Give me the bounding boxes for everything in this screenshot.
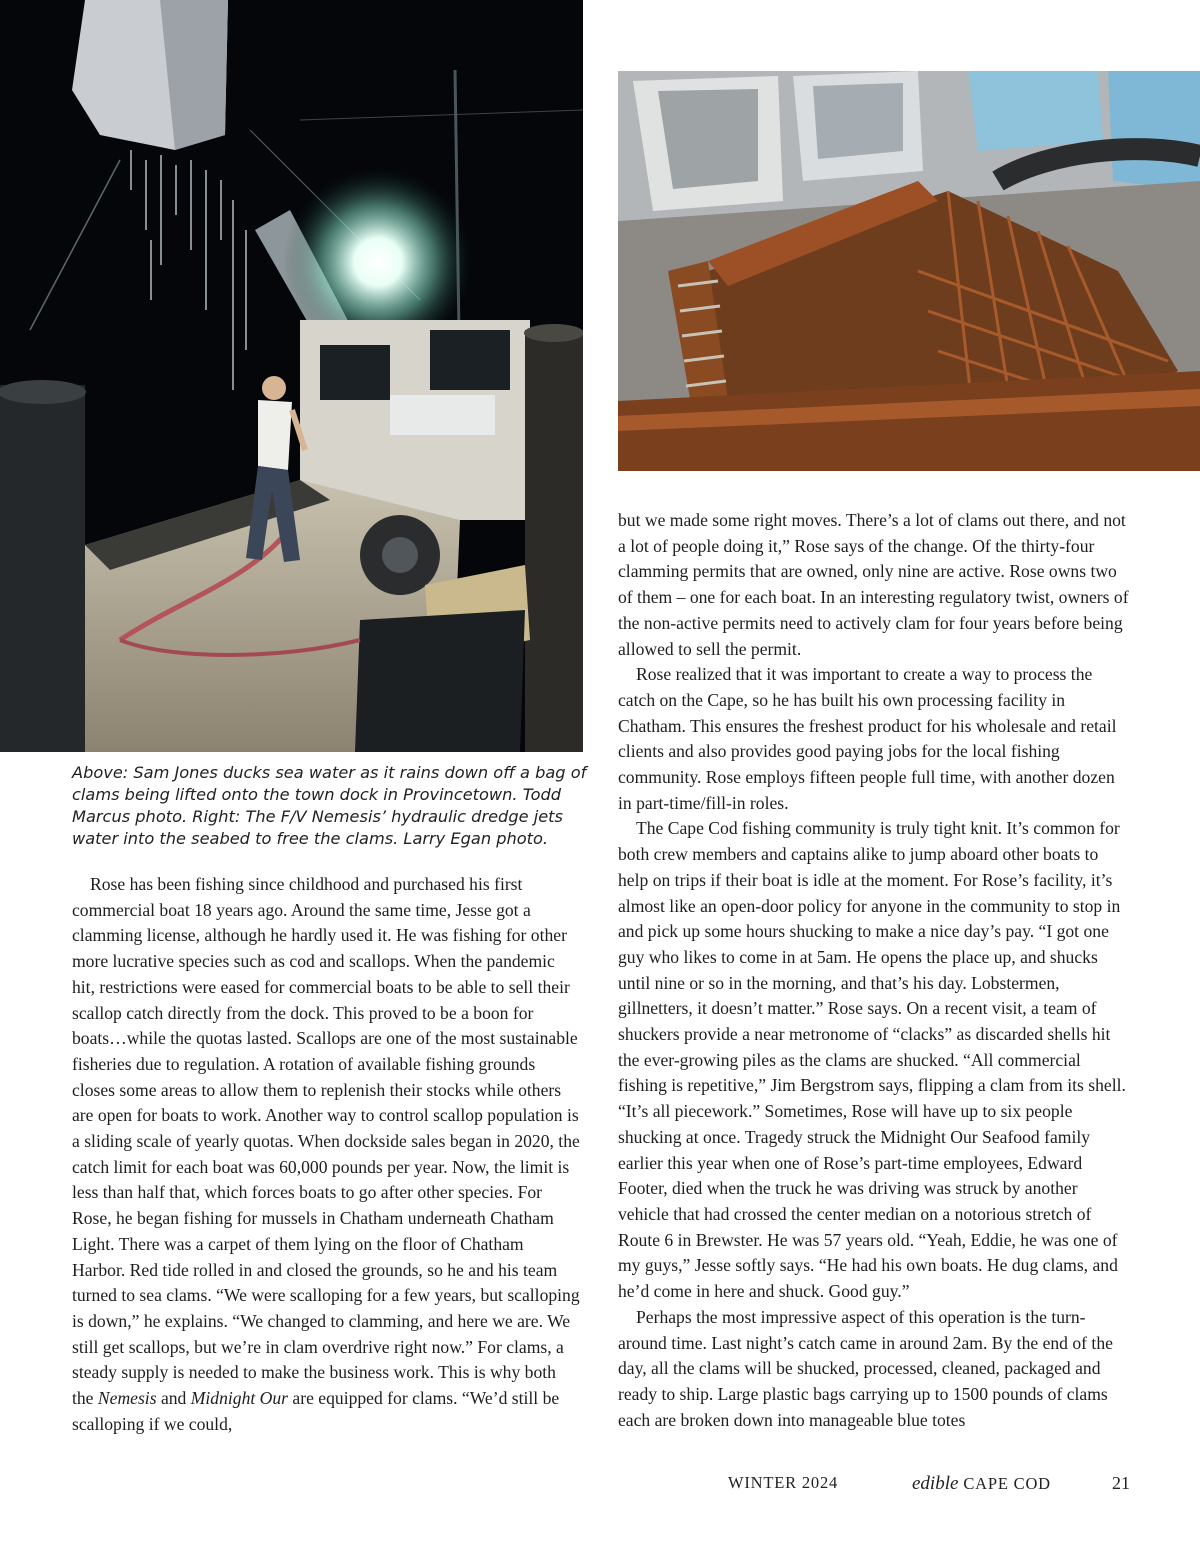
paragraph bbox=[72, 872, 580, 1437]
text-run: and bbox=[156, 1388, 191, 1409]
page-number: 21 bbox=[1112, 1473, 1130, 1493]
paragraph: The Cape Cod fishing community is truly tight knit. It’s common for both crew members and captains alike to jump aboard other boats to help on trips if their boat is idle at the moment. For Rose’s facility, it’s almost like an open-door policy for anyone in the community to stop in and pick up some hours shucking to make a nice day’s pay. “I got one guy who likes to come in at 5am. He opens the place up, and shucks until nine or so in the morning, and that’s his day. Lobstermen, gillnetters, it doesn’t matter.” Rose says. On a recent visit, a team of shuckers provide a near metronome of “clacks” as discarded shells hit the ever-growing piles as the clams are shucked. “All commercial fishing is repetitive,” Jim Bergstrom says, flipping a clam from its shell. “It’s all piecework.” Sometimes, Rose will have up to six people shucking at once. Tragedy struck the Midnight Our Seafood family earlier this year when one of Rose’s part-time employees, Edward Footer, died when the truck he was driving was struck by another vehicle that had crossed the center median on a notorious stretch of Route 6 in Brewster. He was 57 years old. “Yeah, Eddie, he was one of my guys,” Jesse softly says. “He had his own boats. He dug clams, and he’d come in here and shuck. Good guy.” bbox=[618, 818, 1126, 1302]
boat-name: Nemesis bbox=[97, 1388, 157, 1409]
paragraph: Rose realized that it was important to create a way to process the catch on the Cape, so he has built his own processing facility in Chatham. This ensures the freshest product for his wholesale and retail clients and also provides good paying jobs for the local fishing community. Rose employs fifteen people full time, with another dozen in part-time/fill-in roles. bbox=[618, 664, 1117, 813]
magazine-name-rest: CAPE COD bbox=[958, 1474, 1051, 1493]
article-column-right bbox=[618, 508, 1130, 1433]
text-run: Rose has been fishing since childhood and purchased his first commercial boat 18 years ago. Around the same time, Jesse got a clamming license, although he hardly used it. He was fishing for other more lucrative species such as cod and scallops. When the pandemic hit, restrictions were eased for commercial boats to be able to sell their scallop catch directly from the dock. This proved to be a boon for boats…while the quotas lasted. Scallops are one of the most sustainable fisheries due to regulation. A rotation of available fishing grounds closes some areas to allow them to replenish their stocks while others are open for boats to work. Another way to control scallop population is a sliding scale of yearly quotas. When dockside sales began in 2020, the catch limit for each boat was 60,000 pounds per year. Now, the limit is less than half that, which forces boats to go after other species. For Rose, he began fishing for mussels in Chatham underneath Chatham Light. There was a carpet of them lying on the floor of Chatham Harbor. Red tide rolled in and closed the grounds, so he and his team turned to sea clams. “We were scalloping for a few years, but scalloping is down,” he explains. “We changed to clamming, and here we are. We still get scallops, but we’re in clam overdrive right now.” For clams, a steady supply is needed to make the business work. This is why both the bbox=[72, 874, 580, 1409]
boat-name: Midnight Our bbox=[190, 1388, 289, 1409]
paragraph: but we made some right moves. There’s a lot of clams out there, and not a lot of people doing it,” Rose says of the change. Of the thirty-four clamming permits that are owned, only nine are active. Rose owns two of them – one for each boat. In an interesting regulatory twist, owners of the non-active permits need to actively clam for four years before being allowed to sell the permit. bbox=[618, 510, 1129, 659]
photo-night-deck bbox=[0, 0, 583, 752]
photo-caption: Above: Sam Jones ducks sea water as it rains down off a bag of clams being lifted onto the town dock in Provincetown. Todd Marcus photo. Right: The F/V Nemesis’ hydraulic dredge jets water into the seabed to free the clams. Larry Egan photo. bbox=[72, 763, 587, 848]
night-deck-illustration bbox=[0, 0, 583, 752]
page-footer bbox=[728, 1473, 1130, 1499]
paragraph: Perhaps the most impressive aspect of this operation is the turn-around time. Last night’s catch came in around 2am. By the end of the day, all the clams will be shucked, processed, cleaned, packaged and ready to ship. Large plastic bags carrying up to 1500 pounds of clams each are broken down into manageable blue totes bbox=[618, 1306, 1113, 1430]
magazine-name-italic: edible bbox=[912, 1473, 959, 1494]
article-column-left bbox=[72, 872, 580, 1437]
magazine-name bbox=[912, 1473, 1051, 1495]
clam-dredge-illustration bbox=[618, 71, 1200, 471]
issue-season: WINTER 2024 bbox=[728, 1473, 839, 1492]
photo-clam-dredge bbox=[618, 71, 1200, 471]
text-run: are equipped for clams. “We’d still be scalloping if we could, bbox=[72, 1388, 560, 1434]
